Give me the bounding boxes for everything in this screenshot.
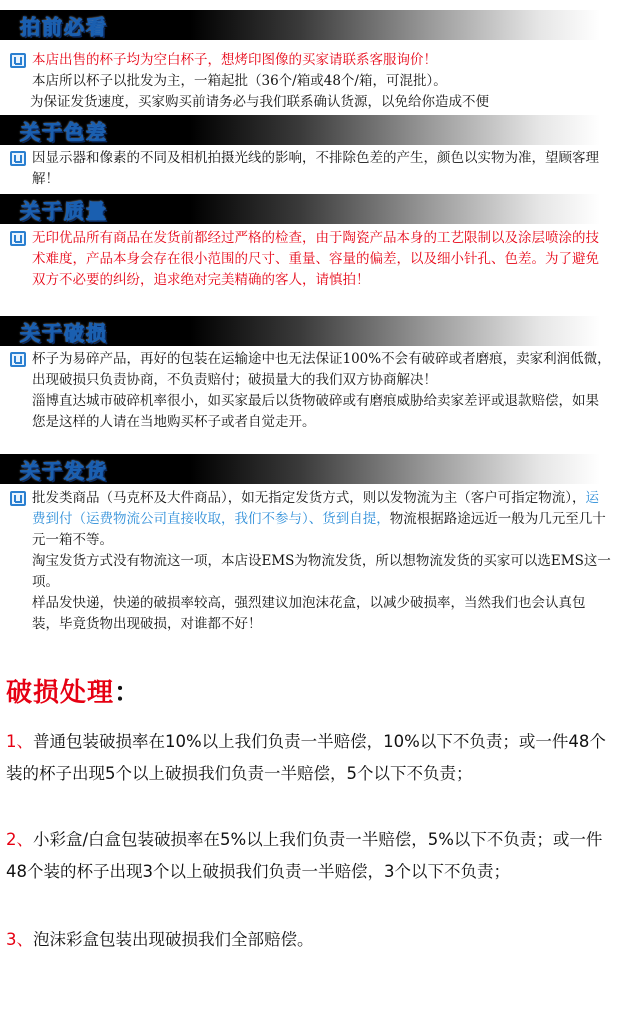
- info-icon: [10, 352, 26, 367]
- freight-collect-note: 运费到付（运费物流公司直接收取，我们不参与）、货到自提，: [32, 490, 599, 527]
- section-title: 关于质量: [20, 199, 108, 223]
- info-icon: [10, 231, 26, 246]
- section-body-damage: [8, 349, 612, 433]
- damage-handling-title: 破损处理：: [6, 678, 142, 708]
- notice-paragraph: 无印优品所有商品在发货前都经过严格的检查，由于陶瓷产品本身的工艺限制以及涂层喷涂的技术难度，产品本身会存在很小范围的尺寸、重量、容量的偏差，以及细小针孔、色差。为了避免双方不必要的纠纷，追求绝对完美精确的客人，请慎拍！: [8, 228, 612, 291]
- notice-paragraph: 样品发快递，快递的破损率较高，强烈建议加泡沫花盒，以减少破损率，当然我们也会认真包装，毕竟货物出现破损，对谁都不好！: [32, 595, 586, 632]
- section-header-must-read: [0, 10, 620, 40]
- section-header-damage: [0, 316, 620, 346]
- section-title: 关于发货: [20, 459, 108, 483]
- section-title: 关于色差: [20, 120, 108, 144]
- notice-paragraph: 淄博直达城市破碎机率很小，如买家最后以货物破碎或有磨痕威胁给卖家差评或退款赔偿，如果您是这样的人请在当地购买杯子或者自觉走开。: [32, 393, 599, 430]
- section-body-must-read: [8, 50, 612, 113]
- section-header-shipping: [0, 454, 620, 484]
- notice-paragraph: 杯子为易碎产品，再好的包装在运输途中也无法保证100%不会有破碎或者磨痕，卖家利润低微，出现破损只负责协商，不负责赔付；破损量大的我们双方协商解决！: [8, 349, 612, 391]
- info-icon: [10, 151, 26, 166]
- info-icon: [10, 53, 26, 68]
- damage-rule-1: 1、普通包装破损率在10%以上我们负责一半赔偿，10%以下不负责；或一件48个装的杯子出现5个以上破损我们负责一半赔偿，5个以下不负责；: [6, 732, 606, 783]
- notice-paragraph: 淘宝发货方式没有物流这一项，本店设EMS为物流发货，所以想物流发货的买家可以选EMS这一项。: [32, 553, 611, 590]
- damage-rule-3: 3、泡沫彩盒包装出现破损我们全部赔偿。: [6, 930, 314, 949]
- section-body-quality: [8, 228, 612, 291]
- damage-rule-2: 2、小彩盒/白盒包装破损率在5%以上我们负责一半赔偿，5%以下不负责；或一件48个装的杯子出现3个以上破损我们负责一半赔偿，3个以下不负责；: [6, 830, 603, 881]
- section-body-shipping: [8, 488, 612, 635]
- section-header-color-difference: [0, 115, 620, 145]
- section-title: 关于破损: [20, 321, 108, 345]
- section-body-color-difference: [8, 148, 612, 190]
- notice-paragraph: 批发类商品（马克杯及大件商品），如无指定发货方式，则以发物流为主（客户可指定物流），运费到付（运费物流公司直接收取，我们不参与）、货到自提，物流根据路途远近一般为几元至几十元一箱不等。: [8, 488, 612, 551]
- notice-paragraph: 本店出售的杯子均为空白杯子，想烤印图像的买家请联系客服询价！: [8, 50, 612, 71]
- section-title: 拍前必看: [20, 15, 108, 39]
- notice-paragraph: 因显示器和像素的不同及相机拍摄光线的影响，不排除色差的产生，颜色以实物为准，望顾客理解！: [8, 148, 612, 190]
- info-icon: [10, 491, 26, 506]
- notice-paragraph: 本店所以杯子以批发为主，一箱起批（36个/箱或48个/箱，可混批）。: [32, 73, 447, 89]
- notice-paragraph: 为保证发货速度，买家购买前请务必与我们联系确认货源，以免给你造成不便: [30, 94, 489, 110]
- section-header-quality: [0, 194, 620, 224]
